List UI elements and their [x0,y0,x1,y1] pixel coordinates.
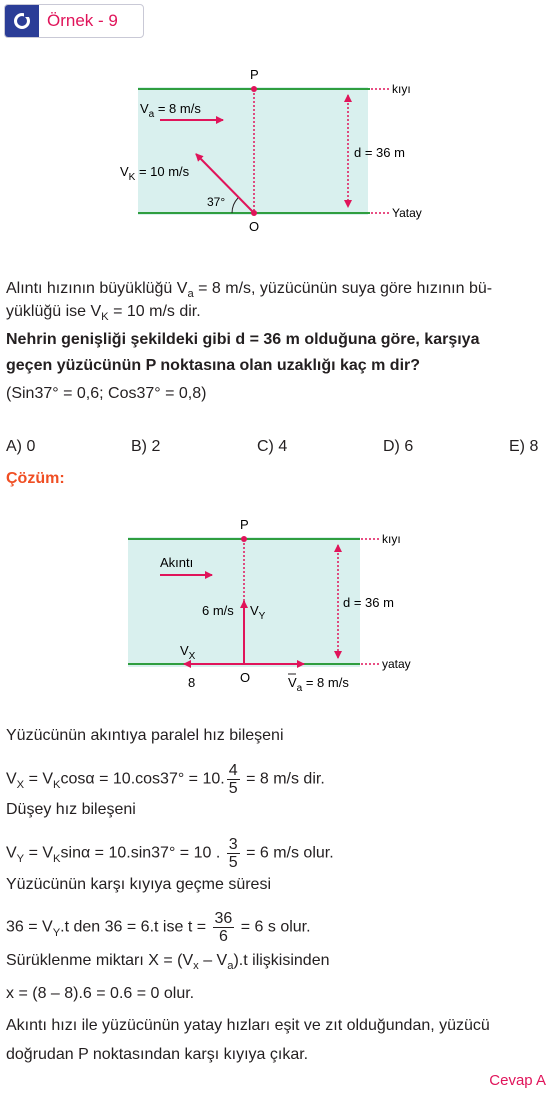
point-p [251,86,257,92]
solution-line-7: Sürüklenme miktarı $X = (V_x - V_a).t$ ilişkisinden [6,952,330,972]
choice-b[interactable]: B) 2 [131,438,161,455]
label-vy: $V_Y$ [250,603,266,622]
label-kiyi-2: kıyı [382,532,401,546]
label-o-2: O [240,670,251,685]
question-bold-2: geçen yüzücünün P noktasına olan uzaklığı kaç m dir? [6,357,421,374]
solution-line-8: x = (8 – 8).6 = 0.6 = 0 olur. [6,985,195,1002]
figure-2 [0,505,552,695]
solution-line-5: Yüzücünün karşı kıyıya geçme süresi [6,876,272,893]
question-line-1: Alıntı hızının büyüklüğü $V_a = 8$ m/s, yüzücünün suya göre hızının bü- [6,280,493,300]
label-vy-value: 6 m/s [202,603,234,618]
choice-a[interactable]: A) 0 [6,438,36,455]
answer-label: Cevap A [489,1072,546,1089]
solution-title: Çözüm: [6,470,65,487]
label-vx: $V_X$ [180,643,196,662]
label-eight: 8 [188,675,196,690]
solution-line-4: $V_Y = V_K\sin\alpha = 10.\sin 37^\circ = 10$ . $\frac{3}{5}$ = 6 m/s olur. [6,836,334,871]
label-akinti: Akıntı [160,555,194,570]
solution-line-9: Akıntı hızı ile yüzücünün yatay hızları eşit ve zıt olduğundan, yüzücü [6,1017,490,1034]
choice-e[interactable]: E) 8 [509,438,539,455]
label-va: $V_a = 8$ m/s [140,101,201,120]
example-label: Örnek - 9 [47,11,118,30]
label-d-2: d = 36 m [343,595,394,610]
label-vk: $V_K = 10$ m/s [120,164,190,183]
question-given: (Sin37° = 0,6; Cos37° = 0,8) [6,385,207,402]
solution-line-10: doğrudan P noktasından karşı kıyıya çıkar. [6,1046,309,1063]
label-p-2: P [240,517,249,532]
label-d: d = 36 m [354,145,405,160]
solution-line-6: $36 = V_Y.t$ den 36 = 6.t ise t = $\frac{36}{6}$ = 6 s olur. [6,910,311,945]
label-va-2: $V_a = 8$ m/s [288,675,349,694]
label-o: O [249,219,260,234]
label-yatay: Yatay [392,206,422,220]
solution-line-1: Yüzücünün akıntıya paralel hız bileşeni [6,727,284,744]
label-p: P [250,67,259,82]
question-line-2: yüklüğü ise $V_K = 10$ m/s dir. [6,303,201,323]
label-kiyi: kıyı [392,82,411,96]
question-bold-1: Nehrin genişliği şekildeki gibi d = 36 m olduğuna göre, karşıya [6,331,480,348]
solution-line-2: $V_X = V_K\cos\alpha = 10.\cos 37^\circ = 10$. $\frac{4}{5}$ = 8 m/s dir. [6,762,325,797]
solution-line-3: Düşey hız bileşeni [6,801,136,818]
choice-c[interactable]: C) 4 [257,438,288,455]
figure-1 [0,0,552,240]
choice-d[interactable]: D) 6 [383,438,414,455]
point-p-2 [241,536,247,542]
label-yatay-2: yatay [382,657,411,671]
label-angle: 37° [207,195,226,209]
